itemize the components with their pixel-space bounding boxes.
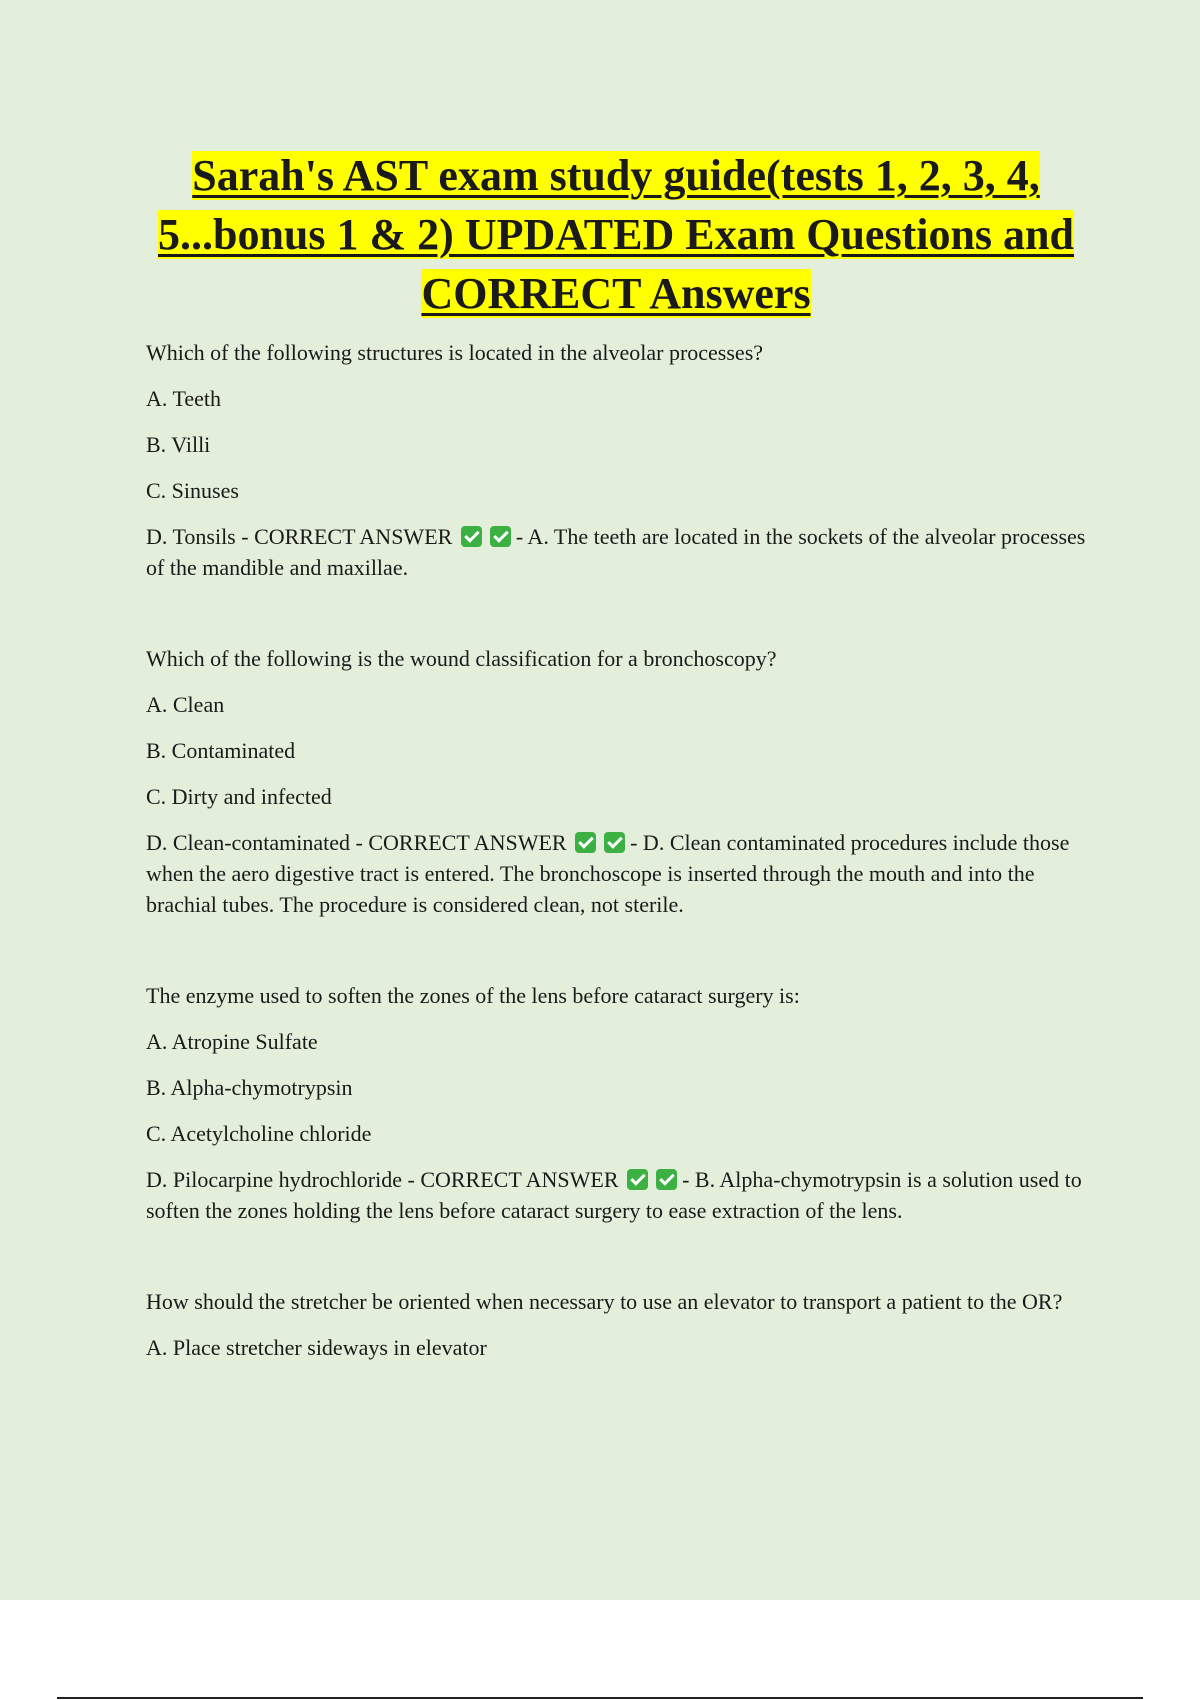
question-block-4 <box>146 1286 1086 1363</box>
option-a: A. Atropine Sulfate <box>146 1029 318 1054</box>
answer-explanation: - D. Clean contaminated procedures include those when the aero digestive tract is entered. The bronchoscope is inserted through the mouth and into the brachial tubes. The procedure is considered clean, not sterile. <box>146 830 1070 917</box>
footer-divider <box>57 1697 1143 1699</box>
option-c: C. Dirty and infected <box>146 784 332 809</box>
check-box-icon <box>575 832 596 853</box>
answer-line <box>146 827 1086 920</box>
option-c: C. Sinuses <box>146 478 239 503</box>
option-d: D. Tonsils - CORRECT ANSWER <box>146 524 453 549</box>
option-d: D. Clean-contaminated - CORRECT ANSWER <box>146 830 567 855</box>
document-title <box>146 146 1086 323</box>
answer-explanation: - B. Alpha-chymotrypsin is a solution used to soften the zones holding the lens before cataract surgery to ease extraction of the lens. <box>146 1167 1082 1223</box>
question-text: The enzyme used to soften the zones of the lens before cataract surgery is: <box>146 983 800 1008</box>
option-d: D. Pilocarpine hydrochloride - CORRECT ANSWER <box>146 1167 619 1192</box>
document-content <box>146 146 1086 1423</box>
option-b: B. Villi <box>146 432 211 457</box>
check-box-icon <box>627 1169 648 1190</box>
question-text: Which of the following is the wound classification for a bronchoscopy? <box>146 646 777 671</box>
answer-line <box>146 521 1086 583</box>
check-box-icon <box>656 1169 677 1190</box>
question-block-1 <box>146 337 1086 583</box>
option-b: B. Alpha-chymotrypsin <box>146 1075 353 1100</box>
question-block-3 <box>146 980 1086 1226</box>
check-box-icon <box>461 526 482 547</box>
question-text: How should the stretcher be oriented when necessary to use an elevator to transport a patient to the OR? <box>146 1289 1063 1314</box>
option-b: B. Contaminated <box>146 738 296 763</box>
check-box-icon <box>490 526 511 547</box>
question-block-2 <box>146 643 1086 920</box>
option-a: A. Teeth <box>146 386 222 411</box>
option-a: A. Place stretcher sideways in elevator <box>146 1335 487 1360</box>
answer-explanation: - A. The teeth are located in the sockets of the alveolar processes of the mandible and maxillae. <box>146 524 1086 580</box>
option-a: A. Clean <box>146 692 225 717</box>
check-box-icon <box>604 832 625 853</box>
document-title-text: Sarah's AST exam study guide(tests 1, 2, 3, 4, 5...bonus 1 & 2) UPDATED Exam Questions and CORRECT Answers <box>157 151 1074 318</box>
question-text: Which of the following structures is located in the alveolar processes? <box>146 340 764 365</box>
option-c: C. Acetylcholine chloride <box>146 1121 372 1146</box>
answer-line <box>146 1164 1086 1226</box>
